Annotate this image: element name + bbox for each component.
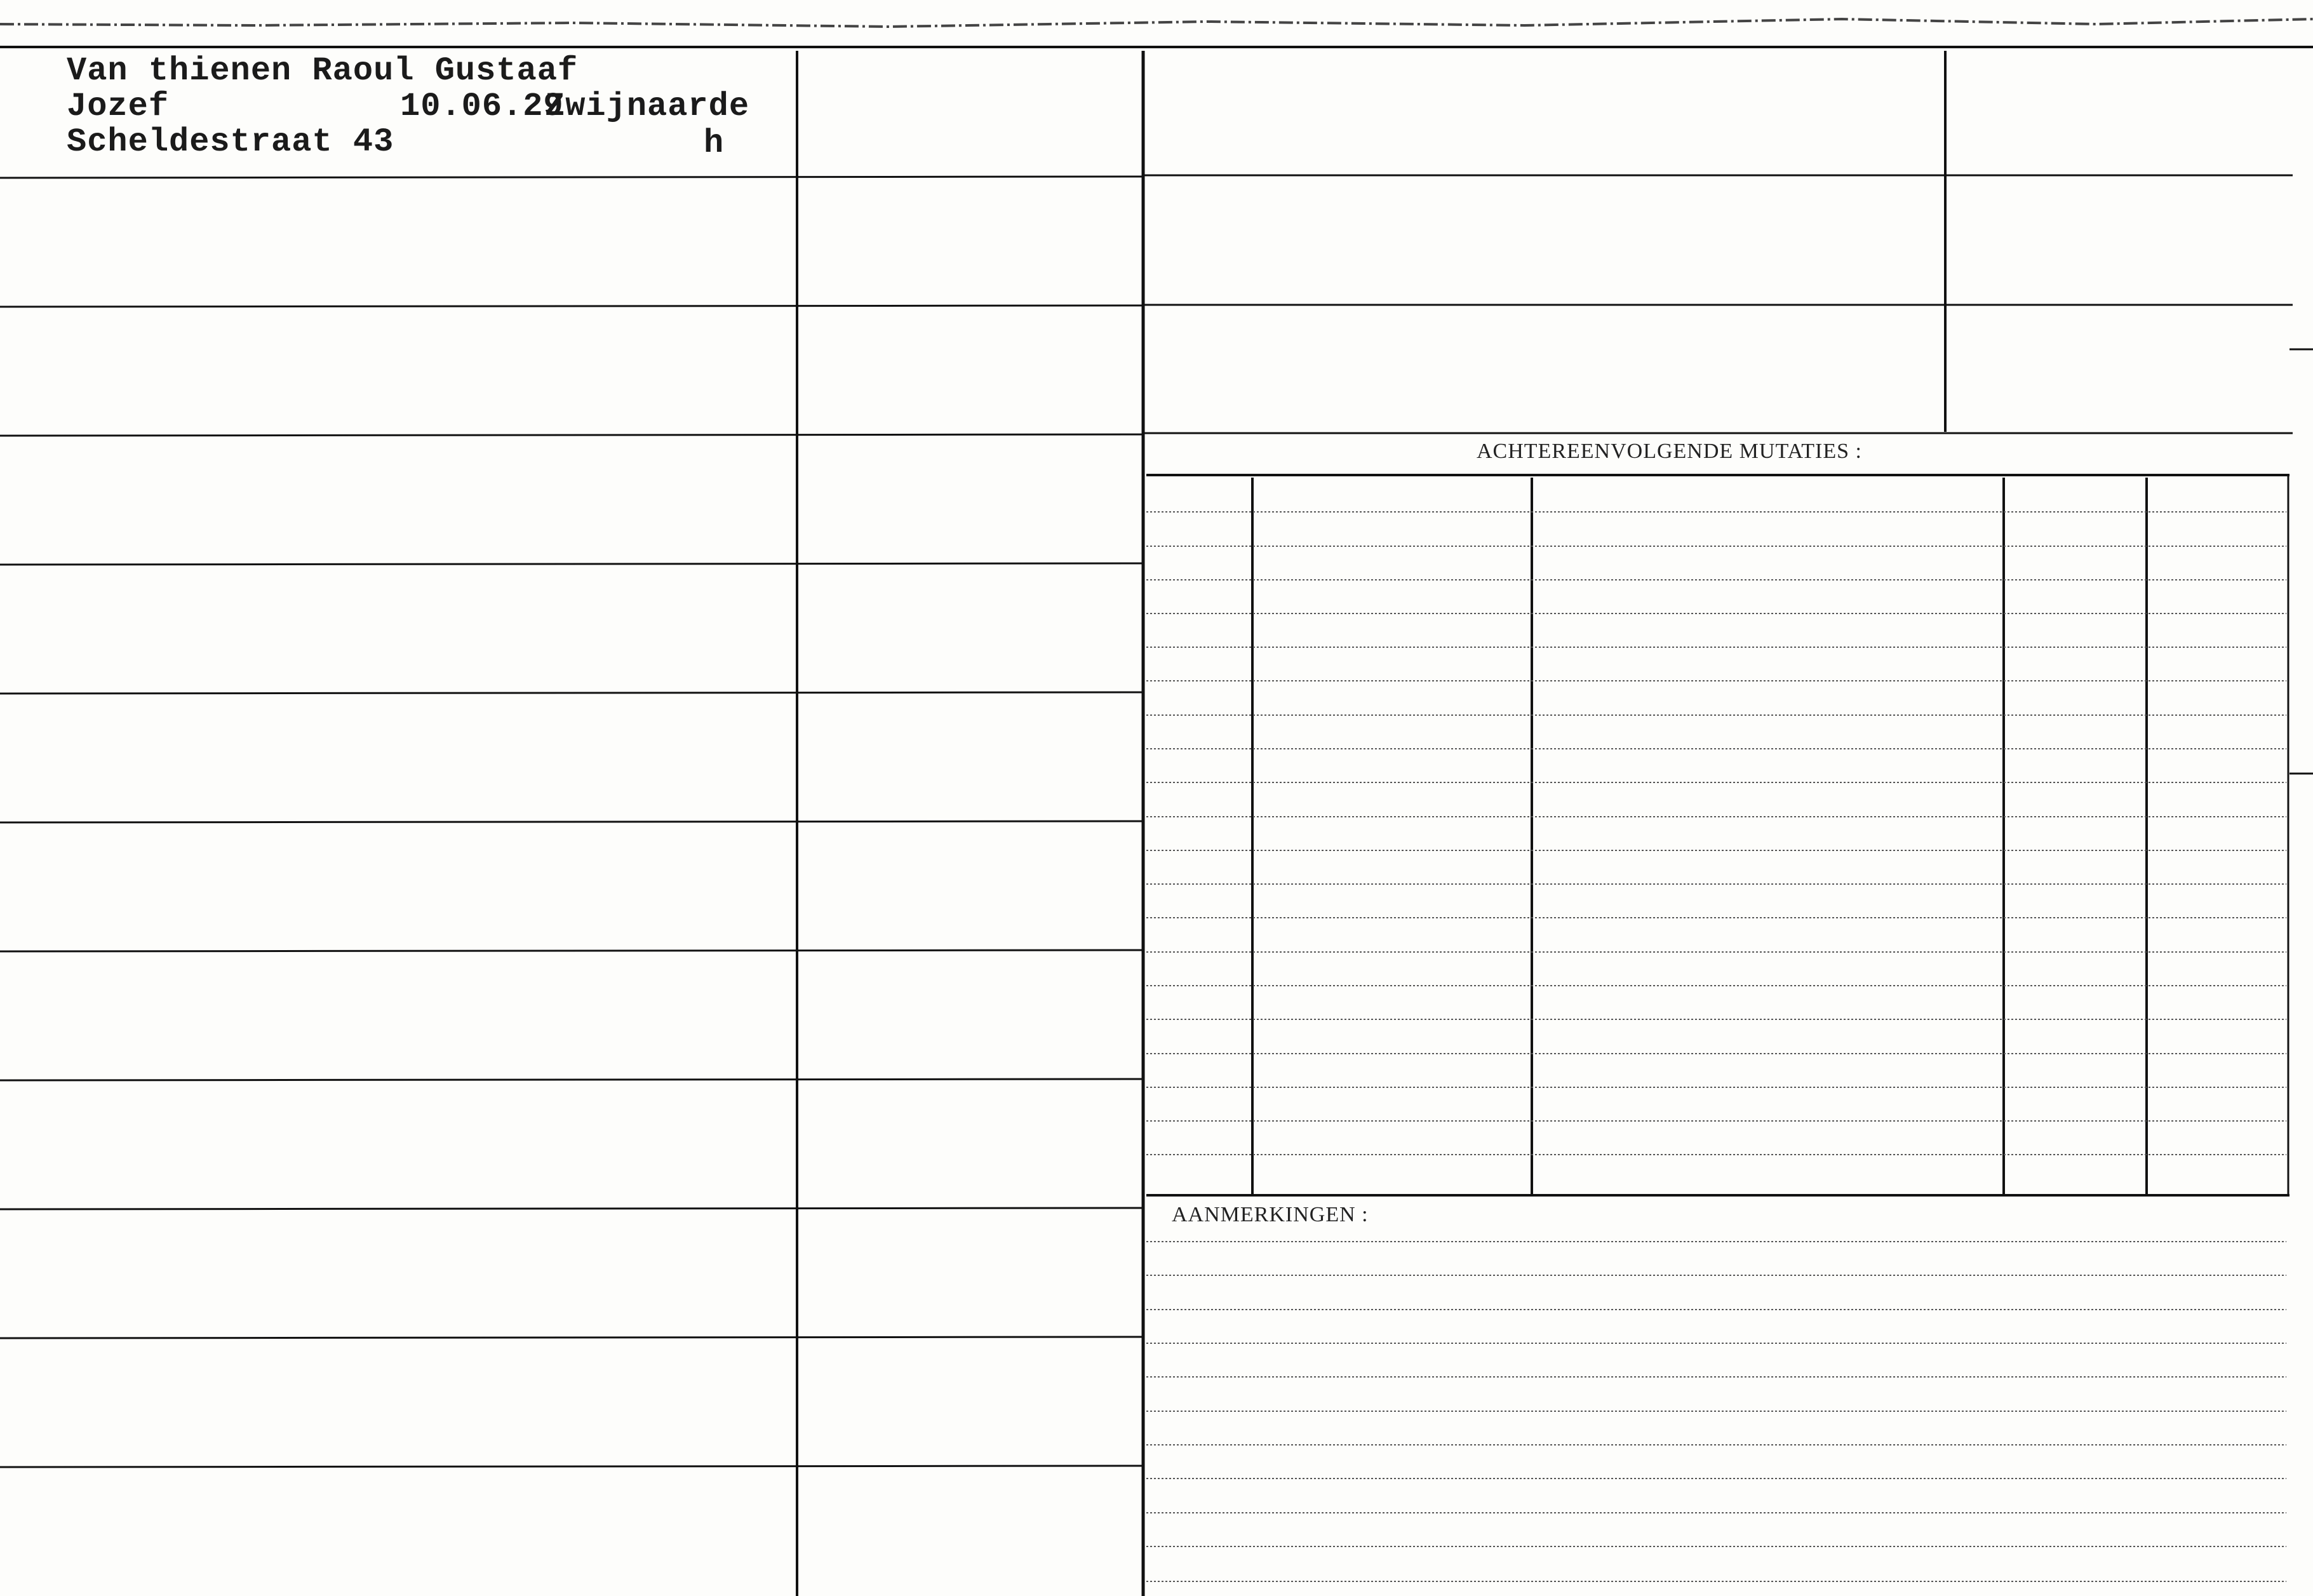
typed-name: Van thienen Raoul Gustaaf — [67, 52, 579, 90]
typed-marker: h — [704, 124, 725, 162]
typed-second-given-name: Jozef — [67, 88, 170, 125]
mutations-heading: ACHTEREENVOLGENDE MUTATIES : — [1477, 439, 1862, 463]
remarks-heading: AANMERKINGEN : — [1172, 1203, 1369, 1226]
left-row-lines — [0, 177, 1143, 1467]
remarks-dotted-rows — [1146, 1242, 2286, 1581]
mutations-dotted-rows — [1146, 512, 2286, 1155]
right-upper-rows — [1143, 175, 2293, 433]
typed-address: Scheldestraat 43 — [67, 123, 394, 161]
typed-birth-date: 10.06.29 — [400, 88, 564, 125]
top-edge — [0, 19, 2313, 27]
typed-birth-place: Zwijnaarde — [545, 88, 750, 125]
